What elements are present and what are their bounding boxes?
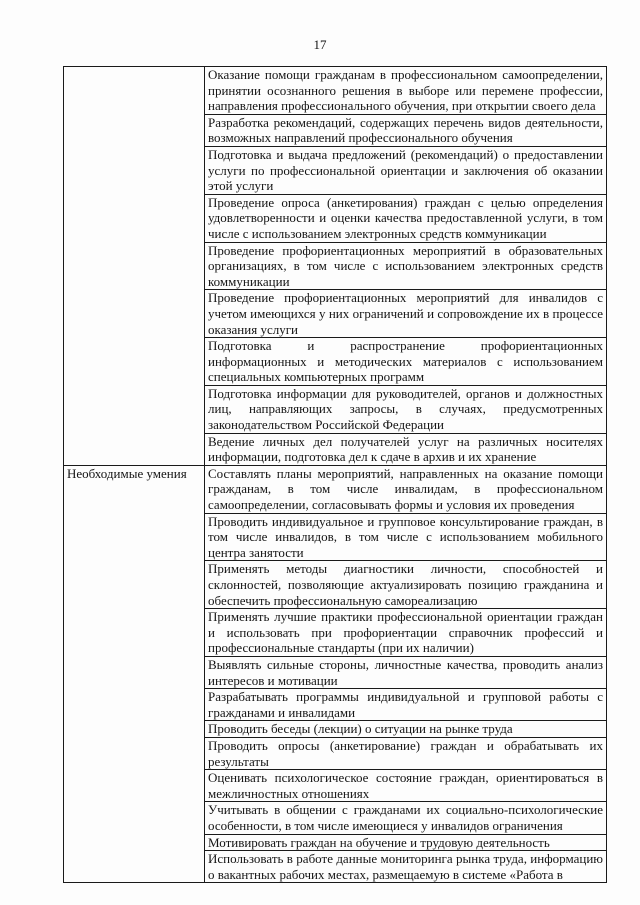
table-cell-item: Мотивировать граждан на обучение и трудовую деятельность — [205, 834, 607, 851]
table-cell-item: Разработка рекомендаций, содержащих перечень видов деятельности, возможных направлений профессионального обучения — [205, 114, 607, 146]
table-cell-item: Составлять планы мероприятий, направленных на оказание помощи гражданам, в том числе инвалидам, в профессиональном самоопределении, согласовывать формы и условия их проведения — [205, 465, 607, 513]
table-cell-item: Подготовка информации для руководителей, органов и должностных лиц, направляющих запросы, в случаях, предусмотренных законодательством Российской Федерации — [205, 385, 607, 433]
section-heading: Необходимые умения — [64, 465, 205, 882]
table-cell-item: Использовать в работе данные мониторинга рынка труда, информацию о вакантных рабочих местах, размещаемую в системе «Работа в — [205, 851, 607, 883]
section-heading — [64, 67, 205, 466]
page-number: 17 — [313, 37, 327, 52]
table-cell-item: Разрабатывать программы индивидуальной и групповой работы с гражданами и инвалидами — [205, 689, 607, 721]
standard-table — [63, 66, 607, 883]
table-cell-item: Оказание помощи гражданам в профессиональном самоопределении, принятии осознанного решения в выборе или перемене профессии, направления профессионального обучения, при открытии своего дела — [205, 67, 607, 115]
table-cell-item: Проводить беседы (лекции) о ситуации на рынке труда — [205, 721, 607, 738]
table-cell-item: Проведение профориентационных мероприятий для инвалидов с учетом имеющихся у них ограничений и сопровождение их в процессе оказания услуги — [205, 290, 607, 338]
table-cell-item: Проводить индивидуальное и групповое консультирование граждан, в том числе инвалидов, в том числе с использованием мобильного центра занятости — [205, 513, 607, 561]
table-cell-item: Проведение профориентационных мероприятий в образовательных организациях, в том числе с использованием электронных средств коммуникации — [205, 242, 607, 290]
table-cell-item: Ведение личных дел получателей услуг на различных носителях информации, подготовка дел к сдаче в архив и их хранение — [205, 433, 607, 465]
table-cell-item: Проводить опросы (анкетирование) граждан и обрабатывать их результаты — [205, 737, 607, 769]
table-cell-item: Проведение опроса (анкетирования) граждан с целью определения удовлетворенности и оценки качества предоставленной услуги, в том числе с использованием электронных средств коммуникации — [205, 194, 607, 242]
table-cell-item: Применять лучшие практики профессиональной ориентации граждан и использовать при профориентации справочник профессий и профессиональные стандарты (при их наличии) — [205, 609, 607, 657]
table-row — [64, 465, 607, 513]
table-cell-item: Применять методы диагностики личности, способностей и склонностей, позволяющие актуализировать позицию гражданина и обеспечить профессиональную самореализацию — [205, 561, 607, 609]
table-cell-item: Подготовка и распространение профориентационных информационных и методических материалов с использованием специальных компьютерных программ — [205, 338, 607, 386]
table-cell-item: Подготовка и выдача предложений (рекомендаций) о предоставлении услуги по профессиональной ориентации и заключения об оказании этой услуги — [205, 146, 607, 194]
table-cell-item: Выявлять сильные стороны, личностные качества, проводить анализ интересов и мотивации — [205, 656, 607, 688]
table-cell-item: Оценивать психологическое состояние граждан, ориентироваться в межличностных отношениях — [205, 770, 607, 802]
table-cell-item: Учитывать в общении с гражданами их социально-психологические особенности, в том числе имеющиеся у инвалидов ограничения — [205, 802, 607, 834]
table-body — [64, 67, 607, 883]
table-row — [64, 67, 607, 115]
